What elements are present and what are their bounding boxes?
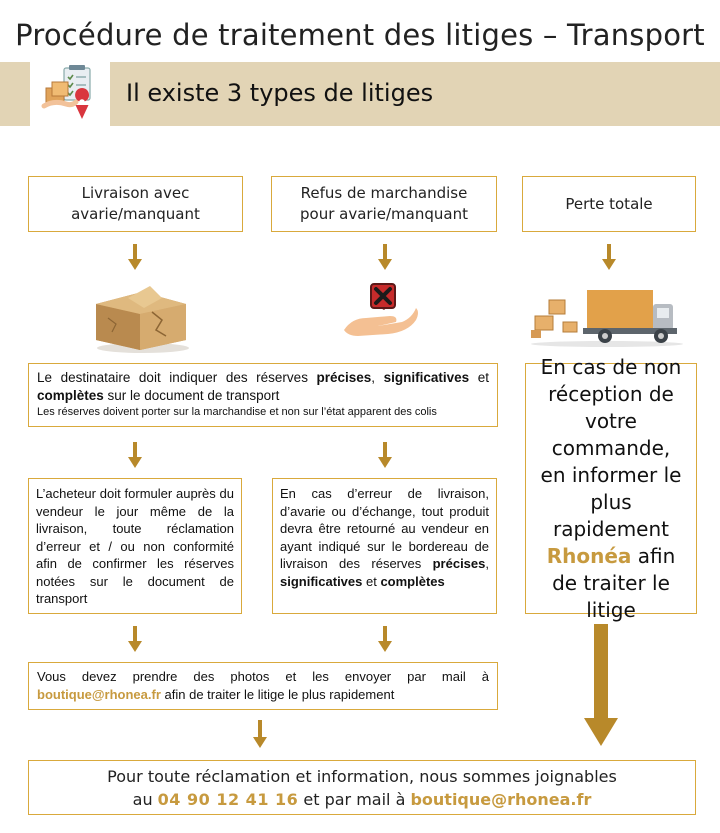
- reserves-text-end: sur le document de transport: [103, 388, 280, 403]
- erreur-comma: ,: [485, 556, 489, 571]
- erreur-completes: complètes: [380, 573, 445, 589]
- photos-text-end: afin de traiter le litige le plus rapidement: [160, 687, 395, 702]
- refused-package-icon: [342, 278, 420, 344]
- arrow-down-icon: [128, 244, 142, 270]
- contact-box: [28, 760, 696, 815]
- perte-text-end: afin de traiter le litige: [552, 543, 676, 622]
- reserves-precises: précises: [316, 370, 372, 385]
- type-livraison-box: [28, 176, 243, 232]
- type-refus-line1: Refus de marchandise: [300, 184, 468, 202]
- reserves-et: et: [469, 370, 489, 385]
- reserves-comma: ,: [371, 370, 384, 385]
- perte-box: [525, 354, 697, 622]
- perte-text: En cas de non réception de votre commande, en informer le plus rapidement: [540, 354, 682, 541]
- erreur-precises: précises: [432, 556, 486, 571]
- arrow-down-icon: [128, 626, 142, 652]
- arrow-down-icon: [128, 442, 142, 468]
- reserves-text: Le destinataire doit indiquer des réserves: [37, 370, 317, 385]
- erreur-significatives: significatives: [280, 573, 363, 589]
- erreur-text: En cas d’erreur de livraison, d’avarie ou d’échange, tout produit devra être retourné au vendeur en ayant indiqué sur le bordereau de livraison des réserves: [280, 486, 489, 571]
- contact-phone[interactable]: 04 90 12 41 16: [157, 789, 299, 809]
- brand-name: Rhonéa: [546, 543, 632, 568]
- erreur-box: [272, 478, 497, 614]
- photos-box: [28, 662, 498, 710]
- arrow-down-icon: [378, 626, 392, 652]
- delivery-truck-icon: [527, 284, 687, 348]
- reserves-significatives: significatives: [383, 370, 470, 385]
- arrow-down-icon: [253, 720, 267, 748]
- subtitle: Il existe 3 types de litiges: [126, 79, 434, 107]
- erreur-et: et: [362, 573, 381, 589]
- type-perte-label: Perte totale: [565, 194, 653, 213]
- big-arrow-down-icon: [584, 624, 618, 746]
- contact-mail-text: et par mail à: [298, 789, 411, 809]
- type-livraison-line2: avarie/manquant: [71, 205, 200, 223]
- type-livraison-line1: Livraison avec: [81, 184, 190, 202]
- contact-email[interactable]: boutique@rhonea.fr: [410, 789, 592, 809]
- photos-text: Vous devez prendre des photos et les envoyer par mail à: [37, 669, 489, 684]
- photos-email[interactable]: boutique@rhonea.fr: [37, 687, 161, 702]
- contact-au: au: [132, 789, 158, 809]
- type-refus-line2: pour avarie/manquant: [300, 205, 468, 223]
- type-refus-box: [271, 176, 497, 232]
- acheteur-text: L’acheteur doit formuler auprès du vendeur le jour même de la livraison, toute réclamation d’erreur et / ou non conformité afin de confirmer les réserves notées sur le document de transport: [36, 486, 234, 606]
- damaged-package-icon: [88, 278, 194, 354]
- arrow-down-icon: [602, 244, 616, 270]
- reserves-note: Les réserves doivent porter sur la marchandise et non sur l’état apparent des colis: [37, 406, 437, 418]
- type-perte-box: [522, 176, 696, 232]
- reserves-box: [28, 363, 498, 427]
- arrow-down-icon: [378, 442, 392, 468]
- page-title: Procédure de traitement des litiges – Transport: [15, 18, 705, 52]
- acheteur-box: [28, 478, 242, 614]
- reserves-completes: complètes: [37, 388, 104, 403]
- logistics-icon: [30, 62, 110, 126]
- arrow-down-icon: [378, 244, 392, 270]
- contact-line1: Pour toute réclamation et information, nous sommes joignables: [107, 766, 617, 786]
